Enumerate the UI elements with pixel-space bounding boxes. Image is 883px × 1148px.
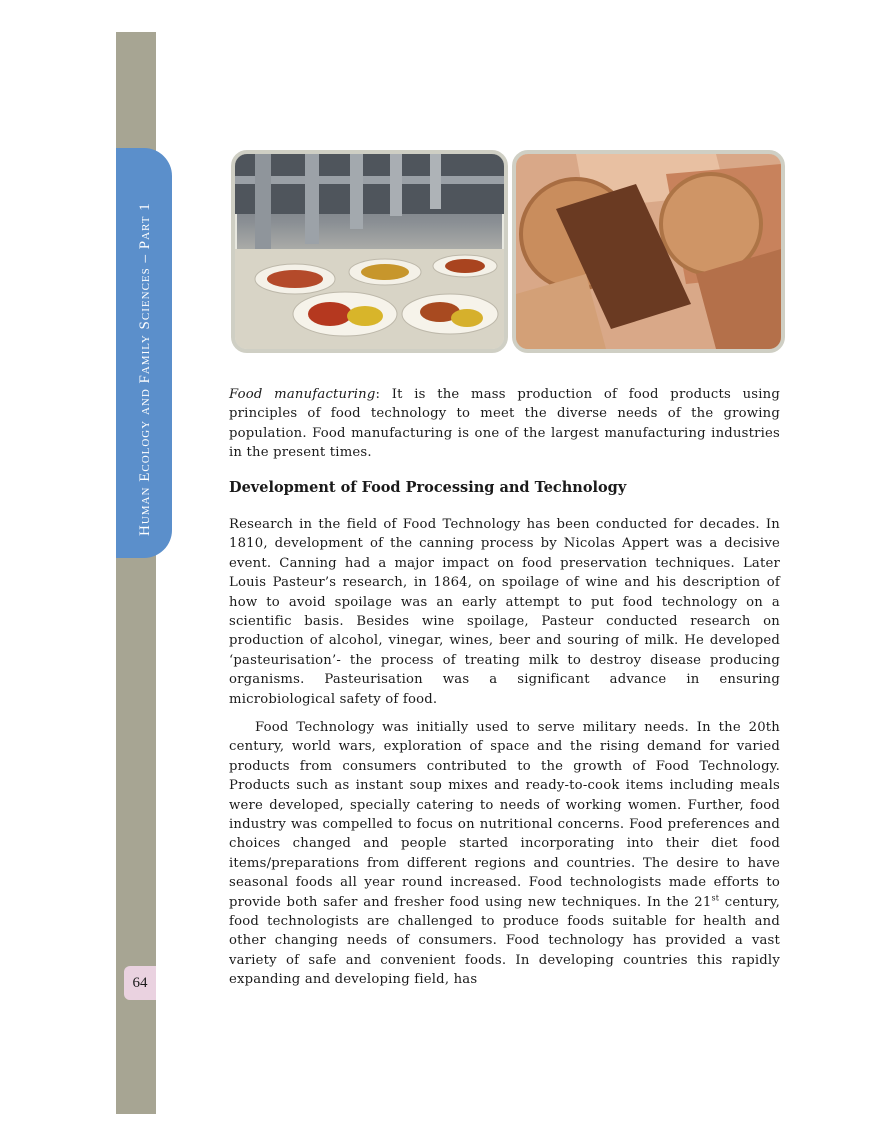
paragraph-food-manufacturing bbox=[229, 385, 780, 463]
paragraph-text-part-b: century, food technologists are challenged to produce foods suitable for health and other changing needs of consumers. Food technology has provided a vast variety of safe and convenient foods. In developing countries this rapidly expanding and developing field, has bbox=[229, 894, 781, 988]
paragraph-food-technology-growth bbox=[229, 718, 780, 990]
section-heading: Development of Food Processing and Technology bbox=[229, 479, 627, 496]
biscuits-wafers-illustration bbox=[516, 154, 781, 349]
biscuits-wafers-photo bbox=[512, 150, 785, 353]
food-manufacturing-line-illustration bbox=[235, 154, 504, 349]
paragraph-food-manufacturing-text: : It is the mass production of food products using principles of food technology to meet the diverse needs of the growing population. Food manufacturing is one of the largest manufacturing industries in the present times. bbox=[229, 387, 780, 461]
paragraph-research-history: Research in the field of Food Technology has been conducted for decades. In 1810, development of the canning process by Nicolas Appert was a decisive event. Canning had a major impact on food preservation techniques. Later Louis Pasteur’s research, in 1864, on spoilage of wine and his description of how to avoid spoilage was an early attempt to put food technology on a scientific basis. Besides wine spoilage, Pasteur conducted research on production of alcohol, vinegar, wines, beer and souring of milk. He developed ‘pasteurisation’- the process of treating milk to destroy disease producing organisms. Pasteurisation was a significant advance in ensuring microbiological safety of food. bbox=[229, 517, 780, 707]
paragraph-text-part-a: Food Technology was initially used to serve military needs. In the 20th century, world wars, exploration of space and the rising demand for varied products from consumers contributed to the growth of Food Technology. Products such as instant soup mixes and ready-to-cook items including meals were developed, specially catering to needs of working women. Further, food industry was compelled to focus on nutritional concerns. Food preferences and choices changed and people started incorporating into their diet food items/preparations from different regions and countries. The desire to have seasonal foods all year round increased. Food technologists made efforts to provide both safer and fresher food using new techniques. In the 21 bbox=[229, 720, 780, 910]
page-number: 64 bbox=[124, 966, 156, 1000]
food-manufacturing-line-photo bbox=[231, 150, 508, 353]
superscript-st: st bbox=[711, 893, 720, 903]
running-title: Human Ecology and Family Sciences – Part 1 bbox=[137, 202, 153, 536]
term-food-manufacturing: Food manufacturing bbox=[229, 387, 376, 402]
